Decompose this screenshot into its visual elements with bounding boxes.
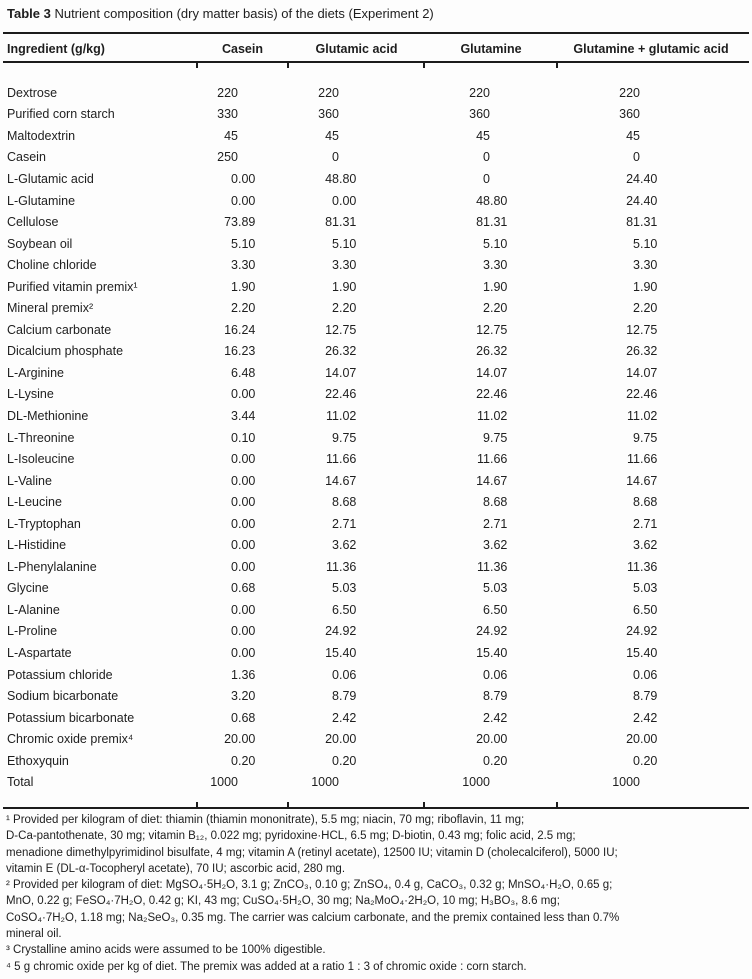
table-body <box>3 82 745 793</box>
value-cell: 0 .00 <box>231 171 256 186</box>
value-cell: 9 .75 <box>483 430 508 445</box>
value-cell: 5 .03 <box>483 581 508 596</box>
table-row <box>3 297 745 319</box>
value-cell: 2 .20 <box>483 301 508 316</box>
value-cell: 20 .00 <box>325 732 357 747</box>
value-cell: 45 <box>476 128 490 143</box>
table-row <box>3 125 745 147</box>
value-cell: 0 .00 <box>231 452 256 467</box>
ingredient-cell: L-Glutamic acid <box>7 171 94 186</box>
value-cell: 5 .10 <box>332 236 357 251</box>
value-cell: 14 .67 <box>476 473 508 488</box>
table-row <box>3 211 745 233</box>
value-cell: 2 .71 <box>633 516 658 531</box>
footnote-line: vitamin E (DL-α-Tocopheryl acetate), 70 IU; ascorbic acid, 280 mg. <box>6 862 346 875</box>
value-cell: 1 .36 <box>231 667 256 682</box>
value-cell: 24 .92 <box>325 624 357 639</box>
value-cell: 0 .10 <box>231 430 256 445</box>
ingredient-cell: Glycine <box>7 581 49 596</box>
value-cell: 0 .00 <box>231 559 256 574</box>
value-cell: 24 .92 <box>626 624 658 639</box>
value-cell: 0 .00 <box>231 473 256 488</box>
value-cell: 14 .67 <box>626 473 658 488</box>
value-cell: 5 .03 <box>633 581 658 596</box>
value-cell: 0 .68 <box>231 710 256 725</box>
footnote-line: ⁴ 5 g chromic oxide per kg of diet. The premix was added at a ratio 1 : 3 of chromic oxide : corn starch. <box>6 960 527 973</box>
value-cell: 9 .75 <box>633 430 658 445</box>
table-row <box>3 82 745 104</box>
value-cell: 3 .62 <box>483 538 508 553</box>
table-row <box>3 147 745 169</box>
value-cell: 11 .02 <box>627 408 658 423</box>
value-cell: 2 .71 <box>332 516 357 531</box>
table-row <box>3 556 745 578</box>
table-row <box>3 104 745 126</box>
value-cell: 48 .80 <box>476 193 508 208</box>
table-row <box>3 405 745 427</box>
value-cell: 2 .20 <box>332 301 357 316</box>
value-cell: 45 <box>626 128 640 143</box>
value-cell: 5 .10 <box>483 236 508 251</box>
value-cell: 15 .40 <box>476 645 508 660</box>
value-cell: 0 .06 <box>332 667 357 682</box>
value-cell: 0 <box>332 150 339 165</box>
table-row <box>3 664 745 686</box>
rule-top <box>3 32 749 34</box>
value-cell: 20 .00 <box>626 732 658 747</box>
value-cell: 220 <box>619 85 640 100</box>
ingredient-cell: Cellulose <box>7 215 59 230</box>
ingredient-cell: L-Threonine <box>7 430 75 445</box>
value-cell: 73 .89 <box>224 215 256 230</box>
value-cell: 1 .90 <box>633 279 658 294</box>
table-row <box>3 750 745 772</box>
table-row <box>3 341 745 363</box>
ingredient-cell: Purified vitamin premix¹ <box>7 279 138 294</box>
table-row <box>3 190 745 212</box>
value-cell: 8 .68 <box>633 495 658 510</box>
value-cell: 16 .24 <box>224 322 256 337</box>
value-cell: 20 .00 <box>476 732 508 747</box>
header-glutamine-plus-glutamic-acid: Glutamine + glutamic acid <box>573 42 729 56</box>
value-cell: 1 .90 <box>483 279 508 294</box>
value-cell: 0 .00 <box>231 495 256 510</box>
value-cell: 3 .62 <box>633 538 658 553</box>
value-cell: 0 .00 <box>332 193 357 208</box>
table-row <box>3 362 745 384</box>
value-cell: 0 .00 <box>231 624 256 639</box>
value-cell: 22 .46 <box>626 387 658 402</box>
value-cell: 360 <box>619 107 640 122</box>
value-cell: 3 .30 <box>231 258 256 273</box>
ingredient-cell: L-Arginine <box>7 365 64 380</box>
value-cell: 81 .31 <box>626 215 658 230</box>
ingredient-cell: L-Valine <box>7 473 52 488</box>
ingredient-cell: L-Glutamine <box>7 193 76 208</box>
value-cell: 8 .68 <box>483 495 508 510</box>
value-cell: 3 .44 <box>231 408 256 423</box>
column-tick <box>423 63 425 68</box>
value-cell: 11 .66 <box>627 452 658 467</box>
value-cell: 2 .42 <box>483 710 508 725</box>
value-cell: 12 .75 <box>325 322 357 337</box>
table-row <box>3 276 745 298</box>
value-cell: 360 <box>318 107 339 122</box>
value-cell: 11 .02 <box>326 408 357 423</box>
ingredient-cell: L-Alanine <box>7 602 60 617</box>
ingredient-cell: L-Proline <box>7 624 58 639</box>
ingredient-cell: Ethoxyquin <box>7 753 69 768</box>
ingredient-cell: Purified corn starch <box>7 107 115 122</box>
ingredient-cell: Chromic oxide premix⁴ <box>7 732 134 747</box>
value-cell: 22 .46 <box>476 387 508 402</box>
value-cell: 11 .36 <box>627 559 658 574</box>
ingredient-cell: DL-Methionine <box>7 408 89 423</box>
table-row <box>3 707 745 729</box>
value-cell: 0 .20 <box>633 753 658 768</box>
column-tick <box>196 63 198 68</box>
ingredient-cell: Mineral premix² <box>7 301 94 316</box>
column-tick <box>556 63 558 68</box>
value-cell: 0 .00 <box>231 602 256 617</box>
table-row <box>3 384 745 406</box>
ingredient-cell: Potassium bicarbonate <box>7 710 135 725</box>
table-row <box>3 168 745 190</box>
ingredient-cell: L-Phenylalanine <box>7 559 97 574</box>
value-cell: 9 .75 <box>332 430 357 445</box>
header-glutamic-acid: Glutamic acid <box>315 42 398 56</box>
footnotes <box>6 812 619 975</box>
value-cell: 0 .06 <box>483 667 508 682</box>
value-cell: 20 .00 <box>224 732 256 747</box>
table-title <box>7 6 434 21</box>
value-cell: 11 .66 <box>477 452 508 467</box>
value-cell: 0 .20 <box>483 753 508 768</box>
value-cell: 2 .20 <box>633 301 658 316</box>
value-cell: 6 .48 <box>231 365 256 380</box>
value-cell: 81 .31 <box>476 215 508 230</box>
header-casein: Casein <box>222 42 263 56</box>
value-cell: 5 .10 <box>633 236 658 251</box>
rule-header-bottom <box>3 61 749 63</box>
rule-table-bottom <box>3 807 749 809</box>
ingredient-cell: Choline chloride <box>7 258 97 273</box>
footnote-line: ¹ Provided per kilogram of diet: thiamin (thiamin mononitrate), 5.5 mg; niacin, 70 mg; riboflavin, 11 mg; <box>6 814 525 826</box>
value-cell: 220 <box>469 85 490 100</box>
value-cell: 3 .30 <box>332 258 357 273</box>
value-cell: 3 .30 <box>483 258 508 273</box>
footnote-line: menadione dimethylpyrimidinol bisulfate, 4 mg; vitamin A (retinyl acetate), 12500 IU; vitamin D (cholecalciferol), 5000 IU; <box>6 846 618 859</box>
ingredient-cell: L-Tryptophan <box>7 516 81 531</box>
table-row <box>3 319 745 341</box>
value-cell: 15 .40 <box>325 645 357 660</box>
ingredient-cell: Total <box>7 775 34 790</box>
table-row <box>3 599 745 621</box>
header-ingredient: Ingredient (g/kg) <box>7 42 105 56</box>
table-row <box>3 491 745 513</box>
ingredient-cell: L-Aspartate <box>7 645 72 660</box>
value-cell: 6 .50 <box>332 602 357 617</box>
value-cell: 0 .00 <box>231 387 256 402</box>
value-cell: 45 <box>224 128 238 143</box>
value-cell: 26 .32 <box>476 344 508 359</box>
footnote-line: ² Provided per kilogram of diet: MgSO₄·5H₂O, 3.1 g; ZnCO₃, 0.10 g; ZnSO₄, 0.4 g, CaCO₃, 0.32 g; MnSO₄·H₂O, 0.65 g; <box>6 879 613 892</box>
value-cell: 1000 <box>210 775 238 790</box>
ingredient-cell: Maltodextrin <box>7 128 76 143</box>
value-cell: 8 .79 <box>483 689 508 704</box>
value-cell: 1000 <box>462 775 490 790</box>
value-cell: 48 .80 <box>325 171 357 186</box>
value-cell: 22 .46 <box>325 387 357 402</box>
header-glutamine: Glutamine <box>460 42 522 56</box>
value-cell: 14 .07 <box>325 365 357 380</box>
value-cell: 11 .66 <box>326 452 357 467</box>
ingredient-cell: Dextrose <box>7 85 58 100</box>
value-cell: 12 .75 <box>626 322 658 337</box>
value-cell: 26 .32 <box>626 344 658 359</box>
value-cell: 0 <box>483 150 490 165</box>
table-row <box>3 470 745 492</box>
table-row <box>3 685 745 707</box>
value-cell: 0 .00 <box>231 516 256 531</box>
table-row <box>3 621 745 643</box>
ingredient-cell: Sodium bicarbonate <box>7 689 119 704</box>
value-cell: 0 .00 <box>231 193 256 208</box>
value-cell: 3 .62 <box>332 538 357 553</box>
footnote-line: ³ Crystalline amino acids were assumed to be 100% digestible. <box>6 944 326 957</box>
value-cell: 3 .30 <box>633 258 658 273</box>
ingredient-cell: L-Isoleucine <box>7 452 75 467</box>
value-cell: 1 .90 <box>332 279 357 294</box>
value-cell: 0 .20 <box>332 753 357 768</box>
value-cell: 220 <box>217 85 238 100</box>
value-cell: 12 .75 <box>476 322 508 337</box>
value-cell: 0 .00 <box>231 538 256 553</box>
value-cell: 81 .31 <box>325 215 357 230</box>
value-cell: 3 .20 <box>231 689 256 704</box>
table-row <box>3 772 745 794</box>
ingredient-cell: Casein <box>7 150 46 165</box>
value-cell: 8 .79 <box>332 689 357 704</box>
value-cell: 15 .40 <box>626 645 658 660</box>
table-row <box>3 642 745 664</box>
value-cell: 11 .02 <box>477 408 508 423</box>
footnote-line: MnO, 0.22 g; FeSO₄·7H₂O, 0.42 g; KI, 43 mg; CuSO₄·5H₂O, 30 mg; Na₂MoO₄·2H₂O, 10 mg; H₃BO₃, 8.6 mg; <box>6 895 560 908</box>
ingredient-cell: Potassium chloride <box>7 667 113 682</box>
value-cell: 24 .92 <box>476 624 508 639</box>
value-cell: 11 .36 <box>326 559 357 574</box>
value-cell: 5 .10 <box>231 236 256 251</box>
value-cell: 26 .32 <box>325 344 357 359</box>
table-row <box>3 578 745 600</box>
value-cell: 45 <box>325 128 339 143</box>
table-caption: Nutrient composition (dry matter basis) of the diets (Experiment 2) <box>50 6 434 21</box>
table-row <box>3 728 745 750</box>
value-cell: 6 .50 <box>633 602 658 617</box>
value-cell: 220 <box>318 85 339 100</box>
value-cell: 0 .68 <box>231 581 256 596</box>
value-cell: 24 .40 <box>626 193 658 208</box>
footnote-line: CoSO₄·7H₂O, 1.18 mg; Na₂SeO₃, 0.35 mg. The carrier was calcium carbonate, and the premix contained less than 0.7% <box>6 911 620 924</box>
table-number: Table 3 <box>7 6 51 21</box>
value-cell: 1000 <box>612 775 640 790</box>
table-header-row <box>3 38 745 60</box>
column-tick <box>287 63 289 68</box>
value-cell: 330 <box>217 107 238 122</box>
footnote-line: mineral oil. <box>6 928 62 941</box>
value-cell: 1 .90 <box>231 279 256 294</box>
table-row <box>3 448 745 470</box>
value-cell: 6 .50 <box>483 602 508 617</box>
value-cell: 2 .71 <box>483 516 508 531</box>
table-row <box>3 233 745 255</box>
value-cell: 250 <box>217 150 238 165</box>
table-row <box>3 513 745 535</box>
ingredient-cell: L-Leucine <box>7 495 62 510</box>
table-row <box>3 534 745 556</box>
value-cell: 11 .36 <box>477 559 508 574</box>
value-cell: 1000 <box>311 775 339 790</box>
ingredient-cell: Dicalcium phosphate <box>7 344 124 359</box>
value-cell: 2 .20 <box>231 301 256 316</box>
value-cell: 8 .79 <box>633 689 658 704</box>
footnote-line: D-Ca-pantothenate, 30 mg; vitamin B₁₂, 0.022 mg; pyridoxine·HCL, 6.5 mg; D-biotin, 0.43 mg; folic acid, 2.5 mg; <box>6 830 576 843</box>
table-row <box>3 254 745 276</box>
ingredient-cell: Soybean oil <box>7 236 73 251</box>
value-cell: 24 .40 <box>626 171 658 186</box>
value-cell: 14 .67 <box>325 473 357 488</box>
value-cell: 5 .03 <box>332 581 357 596</box>
value-cell: 0 .00 <box>231 645 256 660</box>
value-cell: 14 .07 <box>476 365 508 380</box>
value-cell: 14 .07 <box>626 365 658 380</box>
value-cell: 8 .68 <box>332 495 357 510</box>
value-cell: 2 .42 <box>332 710 357 725</box>
ingredient-cell: Calcium carbonate <box>7 322 112 337</box>
value-cell: 0 <box>483 171 490 186</box>
table-row <box>3 427 745 449</box>
value-cell: 0 .20 <box>231 753 256 768</box>
value-cell: 360 <box>469 107 490 122</box>
value-cell: 0 <box>633 150 640 165</box>
ingredient-cell: L-Histidine <box>7 538 67 553</box>
value-cell: 16 .23 <box>224 344 256 359</box>
value-cell: 2 .42 <box>633 710 658 725</box>
ingredient-cell: L-Lysine <box>7 387 54 402</box>
value-cell: 0 .06 <box>633 667 658 682</box>
